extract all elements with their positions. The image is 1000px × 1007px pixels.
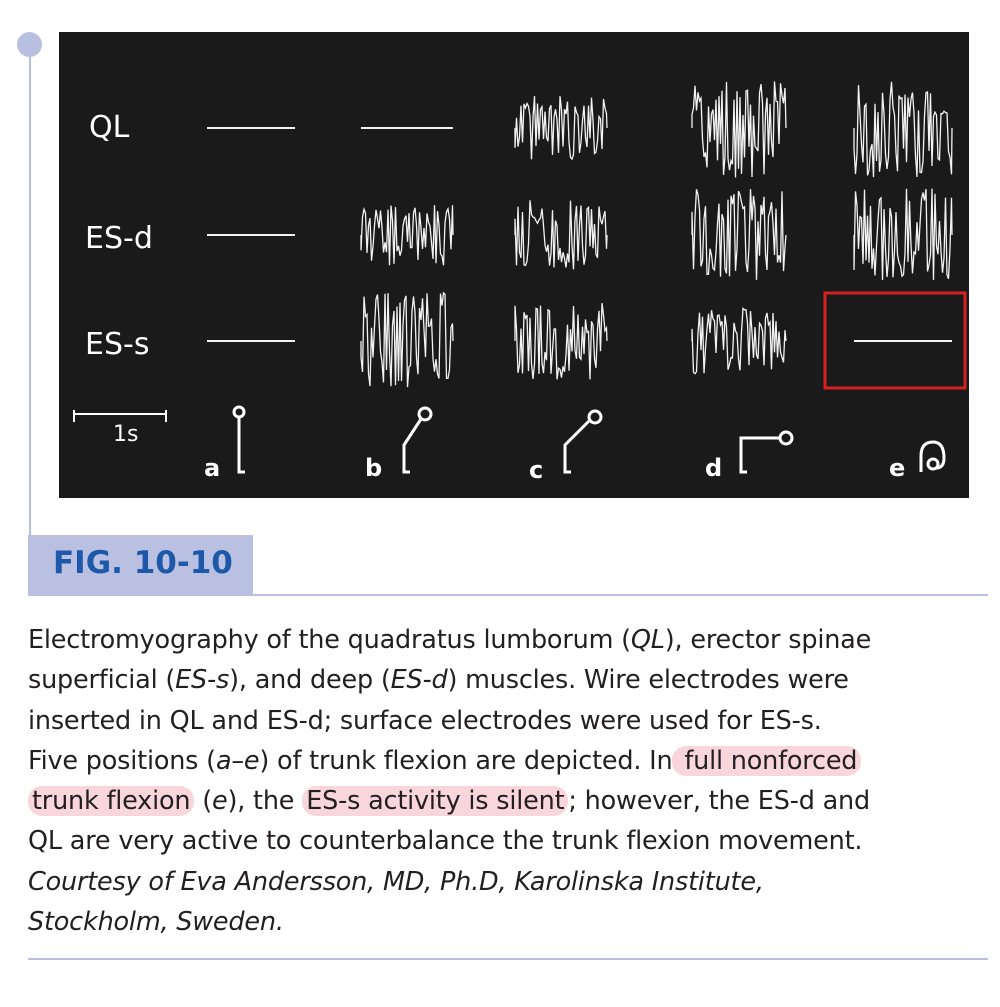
caption-line-1: Electromyography of the quadratus lumborum (QL), erector spinae — [28, 625, 872, 655]
row-label-es-s: ES-s — [85, 327, 150, 362]
courtesy-line-2: Stockholm, Sweden. — [28, 907, 284, 938]
bottom-rule — [28, 958, 988, 960]
figure-label: FIG. 10-10 — [53, 545, 233, 581]
emg-figure — [59, 32, 969, 498]
caption-line-5: trunk flexion (e), the ES-s activity is silent ; however, the ES-d and — [28, 781, 993, 821]
row-label-es-d: ES-d — [85, 221, 153, 256]
highlight-trunk-flexion: trunk flexion — [28, 786, 194, 816]
position-label-e: e — [889, 454, 906, 482]
caption-line-3: inserted in QL and ES-d; surface electrodes were used for ES-s. — [28, 705, 822, 736]
caption-line-4: Five positions (a–e) of trunk flexion are depicted. In full nonforced — [28, 741, 993, 781]
row-label-ql: QL — [89, 110, 130, 145]
caption-line-2: superficial (ES-s), and deep (ES-d) muscles. Wire electrodes were — [28, 665, 849, 696]
position-label-c: c — [529, 456, 544, 484]
highlight-full-nonforced: full nonforced — [672, 746, 861, 776]
position-label-a: a — [204, 454, 221, 482]
scale-bar-label: 1s — [113, 422, 139, 447]
figure-caption — [28, 620, 993, 942]
timeline-dot — [17, 32, 42, 57]
top-rule — [28, 594, 988, 596]
highlight-es-s-silent: ES-s activity is silent — [302, 786, 568, 816]
timeline-line — [29, 44, 31, 540]
caption-line-6: QL are very active to counterbalance the trunk flexion movement. — [28, 826, 863, 857]
courtesy-line-1: Courtesy of Eva Andersson, MD, Ph.D, Karolinska Institute, — [28, 866, 764, 897]
position-label-d: d — [705, 454, 723, 482]
position-label-b: b — [365, 454, 383, 482]
